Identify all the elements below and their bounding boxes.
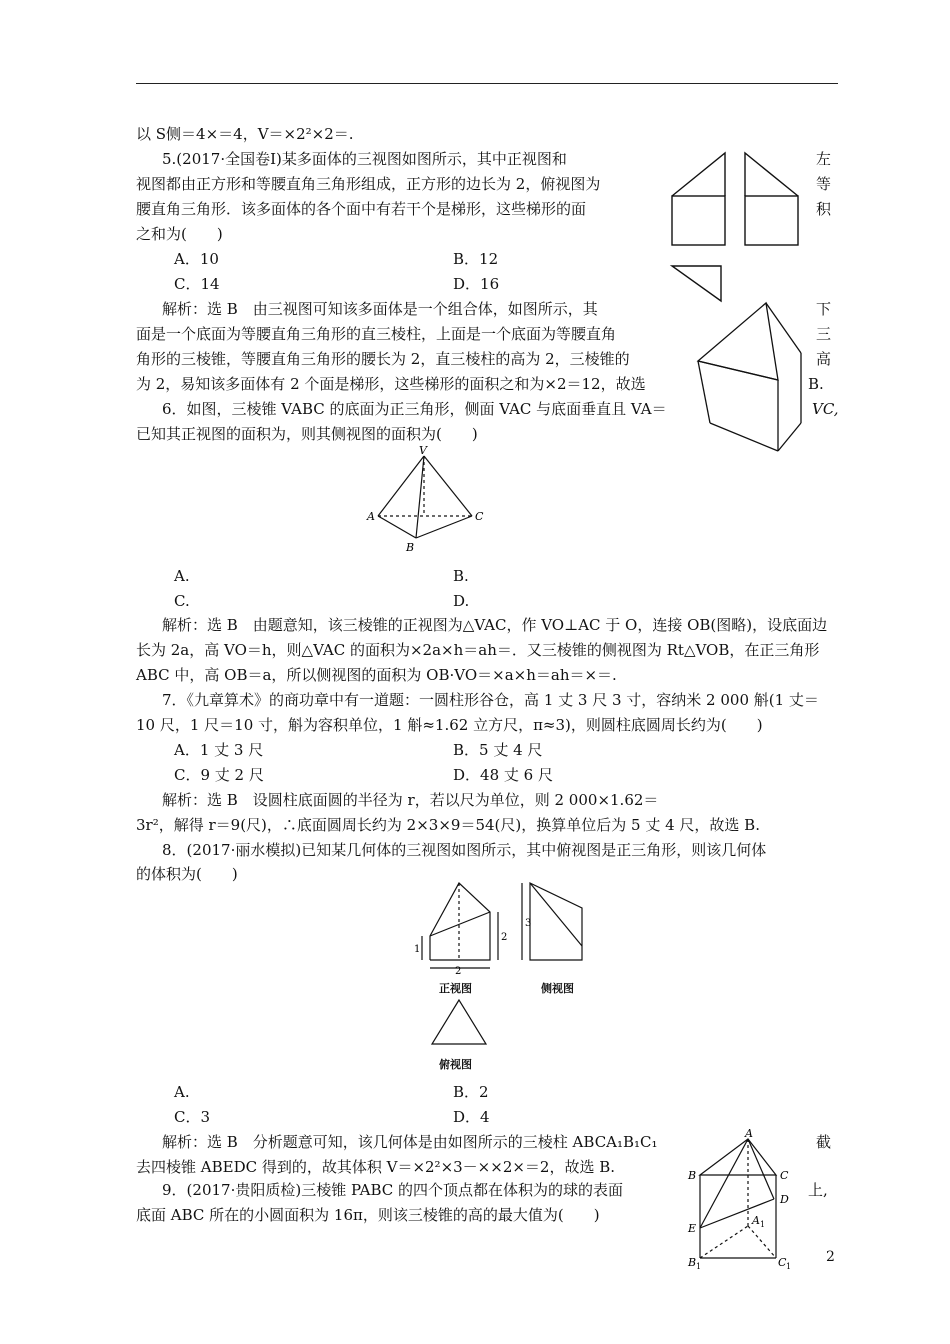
vertex-label-a: A [367, 510, 375, 523]
text-line: 积 [816, 200, 832, 218]
front-view-square [672, 196, 725, 245]
text-line: 等 [816, 175, 832, 193]
text-line: 截 [816, 1133, 832, 1151]
text-line: 下 [816, 300, 832, 318]
front-view-diagonal [430, 912, 490, 936]
text-line: 长为 2a，高 VO＝h，则△VAC 的面积为×2a×h＝ah＝．又三棱锥的侧视图为 Rt△VOB，在正三角形 [136, 641, 820, 659]
side-view-diagonal [530, 883, 582, 946]
option-a: A. [174, 567, 190, 585]
dim-label: 2 [455, 966, 462, 977]
option-d: D．16 [453, 275, 500, 293]
page-number: 2 [826, 1249, 835, 1265]
dim-label: 2 [501, 932, 508, 943]
text-line: 的体积为( ) [136, 865, 238, 883]
text-line: 腰直角三角形．该多面体的各个面中有若干个是梯形，这些梯形的面 [136, 200, 587, 218]
text-line: 三 [816, 325, 832, 343]
caption-front-view: 正视图 [439, 982, 472, 995]
caption-top-view: 俯视图 [439, 1058, 472, 1071]
subscript-1: 1 [696, 1262, 702, 1270]
dim-label: 1 [414, 944, 421, 955]
option-c: C．14 [174, 275, 220, 293]
three-view-figure-q8 [410, 878, 600, 1078]
caption-side-view: 侧视图 [541, 982, 574, 995]
vertex-label-b1: B [688, 1256, 697, 1269]
option-a: A．1 丈 3 尺 [174, 741, 264, 759]
prism-back-edge [778, 423, 801, 451]
side-view-triangle [745, 153, 798, 196]
three-view-figure-q5 [666, 148, 806, 303]
top-pyramid-face [698, 303, 778, 380]
prism-back-edge [766, 303, 801, 353]
solution-8: 解析：选 B 分析题意可知，该几何体是由如图所示的三棱柱 ABCA₁B₁C₁ [162, 1133, 658, 1151]
front-view-triangle [672, 153, 725, 196]
vertex-label-c: C [475, 510, 484, 523]
question-5-stem: 5.(2017·全国卷Ⅰ)某多面体的三视图如图所示，其中正视图和 [162, 150, 567, 168]
option-c: C．3 [174, 1108, 211, 1126]
text-line: 底面 ABC 所在的小圆面积为 16π，则该三棱锥的高的最大值为( ) [136, 1206, 600, 1224]
solution-7: 解析：选 B 设圆柱底面圆的半径为 r，若以尺为单位，则 2 000×1.62＝ [162, 791, 659, 809]
option-a: A．10 [174, 250, 219, 268]
prism-top-edge [698, 361, 778, 380]
subscript-1: 1 [760, 1220, 766, 1229]
option-d: D. [453, 592, 470, 610]
top-view-triangle [672, 266, 721, 301]
prism-figure-q8 [684, 1128, 800, 1270]
option-b: B．5 丈 4 尺 [453, 741, 543, 759]
top-view-triangle [432, 1000, 486, 1044]
text-line: 上, [808, 1181, 828, 1199]
option-d: D．48 丈 6 尺 [453, 766, 553, 784]
option-c: C. [174, 592, 190, 610]
side-view-square [745, 196, 798, 245]
vertex-label-c: C [780, 1169, 789, 1182]
vertex-label-a: A [745, 1128, 753, 1140]
solution-6: 解析：选 B 由题意知，该三棱锥的正视图为△VAC，作 VO⊥AC 于 O，连接 OB(图略)，设底面边 [162, 616, 828, 634]
text-line: 面是一个底面为等腰直角三角形的直三棱柱，上面是一个底面为等腰直角 [136, 325, 617, 343]
prism-bottom-edge [710, 423, 778, 451]
side-view-outline [530, 883, 582, 960]
text-line: 已知其正视图的面积为，则其侧视图的面积为( ) [136, 425, 478, 443]
text-line: 角形的三棱锥，等腰直角三角形的腰长为 2，直三棱柱的高为 2，三棱锥的 [136, 350, 630, 368]
text-line: VC, [812, 400, 839, 418]
question-6-stem: 6．如图，三棱锥 VABC 的底面为正三角形，侧面 VAC 与底面垂直且 VA＝ [162, 400, 667, 418]
vertex-label-b: B [406, 541, 415, 554]
text-line: 去四棱锥 ABEDC 得到的，故其体积 V＝×2²×3－××2×＝2，故选 B. [136, 1158, 616, 1176]
text-line: 为 2，易知该多面体有 2 个面是梯形，这些梯形的面积之和为×2＝12，故选 [136, 375, 646, 393]
vertex-label-d: D [780, 1193, 789, 1206]
vertex-label-e: E [688, 1222, 697, 1235]
text-line: 高 [816, 350, 832, 368]
option-d: D．4 [453, 1108, 490, 1126]
option-b: B．2 [453, 1083, 489, 1101]
text-line: 视图都由正方形和等腰直角三角形组成，正方形的边长为 2，俯视图为 [136, 175, 601, 193]
front-view-outline [430, 883, 490, 960]
vertex-label-a1: A [752, 1214, 760, 1227]
solution-5: 解析：选 B 由三视图可知该多面体是一个组合体，如图所示，其 [162, 300, 598, 318]
question-9-stem: 9．(2017·贵阳质检)三棱锥 PABC 的四个顶点都在体积为的球的表面 [162, 1181, 624, 1199]
pyramid-figure-q6 [366, 444, 490, 556]
option-b: B. [453, 567, 469, 585]
vertex-label-c1: C [778, 1256, 787, 1269]
text-line: 之和为( ) [136, 225, 223, 243]
text-line: B. [808, 375, 824, 393]
subscript-1: 1 [786, 1262, 792, 1270]
text-line: 以 S侧＝4×＝4，V＝×2²×2＝. [136, 125, 354, 143]
prism-vertical-edge [698, 361, 710, 423]
solid-figure-q5 [696, 298, 808, 456]
vertex-label-v: V [419, 444, 427, 457]
text-line: 3r²，解得 r＝9(尺)，∴底面圆周长约为 2×3×9＝54(尺)，换算单位后为 5 丈 4 尺，故选 B. [136, 816, 760, 834]
option-c: C．9 丈 2 尺 [174, 766, 264, 784]
question-7-stem: 7．《九章算术》的商功章中有一道题：一圆柱形谷仓，高 1 丈 3 尺 3 寸，容纳米 2 000 斛(1 丈＝ [162, 691, 819, 709]
dim-label: 3 [525, 918, 532, 929]
text-line: ABC 中，高 OB＝a，所以侧视图的面积为 OB·VO＝×a×h＝ah＝×＝. [136, 666, 617, 684]
text-line: 10 尺，1 尺＝10 寸，斛为容积单位，1 斛≈1.62 立方尺，π≈3)，则圆柱底圆周长约为( ) [136, 716, 763, 734]
option-b: B．12 [453, 250, 499, 268]
vertex-label-b: B [688, 1169, 697, 1182]
header-rule [136, 83, 838, 84]
option-a: A. [174, 1083, 190, 1101]
text-line: 左 [816, 150, 832, 168]
question-8-stem: 8．(2017·丽水模拟)已知某几何体的三视图如图所示，其中俯视图是正三角形，则该几何体 [162, 841, 767, 859]
